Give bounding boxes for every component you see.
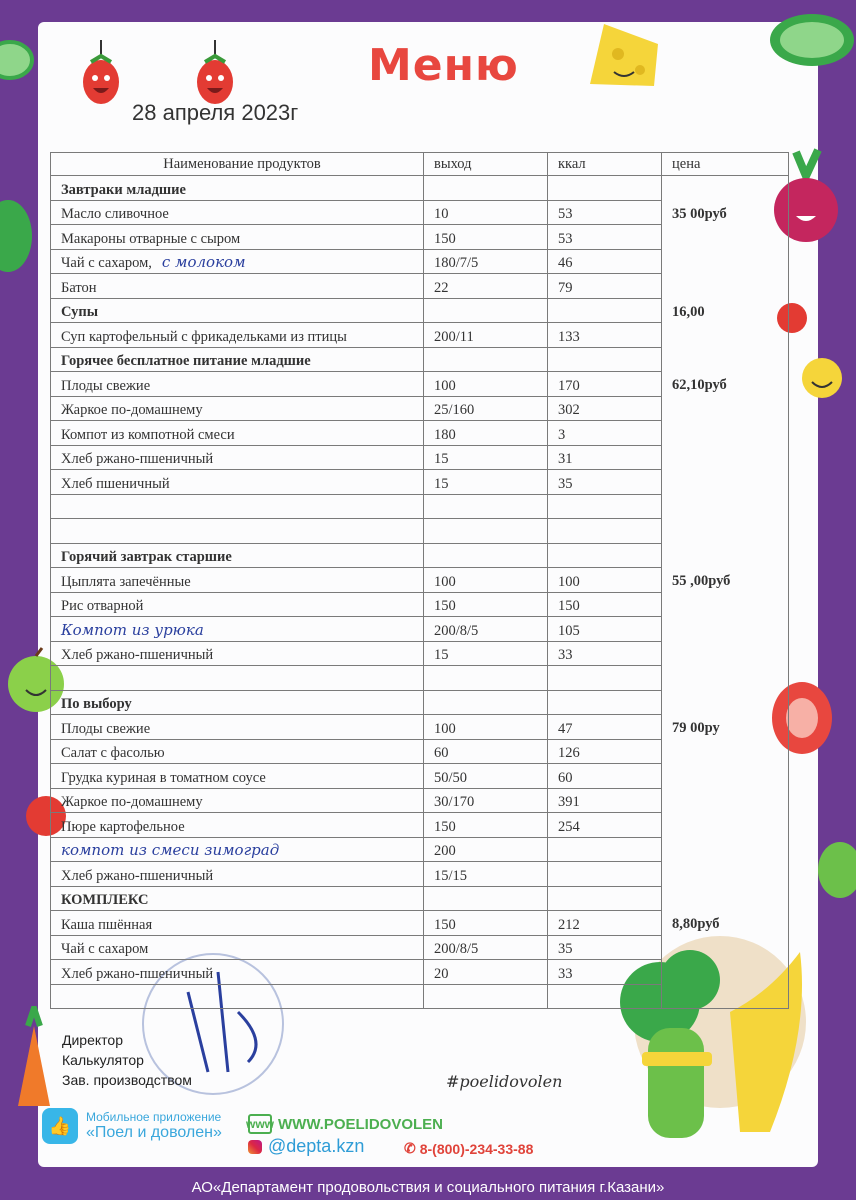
price-value: [662, 960, 789, 985]
table-row: [51, 862, 789, 887]
table-row: [51, 788, 789, 813]
section-row: [51, 690, 789, 715]
portion-value: [424, 690, 548, 715]
thumbs-up-icon: 👍: [42, 1108, 78, 1144]
leaf-right-icon: [806, 840, 856, 900]
kcal-value: [548, 984, 662, 1009]
portion-value: 180/7/5: [424, 249, 548, 274]
table-row: [51, 935, 789, 960]
table-row: [51, 225, 789, 250]
price-value: [662, 788, 789, 813]
price-value: [662, 617, 789, 642]
dish-name: [51, 911, 424, 936]
portion-value: [424, 494, 548, 519]
kcal-value: 46: [548, 249, 662, 274]
price-value: [662, 274, 789, 299]
price-value: [662, 739, 789, 764]
dish-name-text: Батон: [61, 279, 97, 296]
table-row: [51, 470, 789, 495]
dish-name-text: Плоды свежие: [61, 377, 151, 394]
price-value: [662, 176, 789, 201]
portion-value: 200: [424, 837, 548, 862]
price-value: [662, 837, 789, 862]
dish-name: [51, 372, 424, 397]
dish-name-text: Грудка куриная в томатном соусе: [61, 769, 266, 786]
dish-name-text: КОМПЛЕКС: [61, 892, 149, 908]
table-row: [51, 445, 789, 470]
price-value: 16,00: [662, 298, 789, 323]
portion-value: [424, 984, 548, 1009]
portion-value: [424, 347, 548, 372]
price-value: [662, 764, 789, 789]
table-row: [51, 715, 789, 740]
portion-value: 10: [424, 200, 548, 225]
portion-value: 15: [424, 641, 548, 666]
instagram-handle: @depta.kzn: [268, 1136, 365, 1156]
phone-link[interactable]: [404, 1140, 533, 1157]
dish-name-text: Салат с фасолью: [61, 745, 165, 761]
table-row: [51, 960, 789, 985]
kcal-value: 79: [548, 274, 662, 299]
price-value: [662, 421, 789, 446]
handwritten-note: Компот из урюка: [61, 620, 204, 639]
price-value: [662, 862, 789, 887]
dish-name: [51, 470, 424, 495]
lemon-smiley-icon: [800, 356, 846, 402]
dish-name-text: Плоды свежие: [61, 720, 151, 737]
handwritten-note: с молоком: [161, 253, 246, 271]
table-row: [51, 274, 789, 299]
dish-name-text: Хлеб ржано-пшеничный: [61, 867, 214, 884]
dish-name: [51, 568, 424, 593]
portion-value: [424, 519, 548, 544]
kcal-value: 254: [548, 813, 662, 838]
dish-name-text: Горячий завтрак старшие: [61, 549, 232, 565]
table-row: [51, 421, 789, 446]
dish-name: [51, 225, 424, 250]
kcal-value: [548, 347, 662, 372]
portion-value: 150: [424, 592, 548, 617]
mobile-app-promo[interactable]: [42, 1108, 222, 1144]
tomato-mascot-left-icon: [76, 40, 126, 120]
kcal-value: 391: [548, 788, 662, 813]
dish-name: [51, 323, 424, 348]
kcal-value: 53: [548, 200, 662, 225]
table-row: [51, 396, 789, 421]
price-value: [662, 445, 789, 470]
portion-value: 200/8/5: [424, 935, 548, 960]
kcal-value: 35: [548, 470, 662, 495]
director-label: Директор: [62, 1032, 123, 1048]
portion-value: 150: [424, 911, 548, 936]
website-text: WWW.POELIDOVOLEN: [278, 1115, 443, 1133]
price-value: 55 ,00руб: [662, 568, 789, 593]
dish-name-text: Чай с сахаром,: [61, 255, 152, 271]
table-row: [51, 494, 789, 519]
portion-value: [424, 298, 548, 323]
dish-name-text: Цыплята запечённые: [61, 573, 191, 590]
phone-number: 8-(800)-234-33-88: [419, 1140, 534, 1157]
table-row: [51, 666, 789, 691]
website-link[interactable]: [248, 1114, 443, 1134]
organization-name: АО«Департамент продовольствия и социального питания г.Казани»: [191, 1179, 665, 1196]
portion-value: [424, 543, 548, 568]
table-row: [51, 764, 789, 789]
section-row: [51, 176, 789, 201]
signature-block: [62, 1030, 192, 1090]
table-row: [51, 617, 789, 642]
dish-name: [51, 445, 424, 470]
kcal-value: [548, 298, 662, 323]
dish-name-text: Хлеб пшеничный: [61, 475, 170, 492]
handwritten-note: компот из смеси зимоград: [61, 841, 280, 859]
section-row: [51, 347, 789, 372]
dish-name: [51, 617, 424, 642]
portion-value: 15: [424, 445, 548, 470]
price-value: [662, 470, 789, 495]
table-row: [51, 372, 789, 397]
dish-name: [51, 837, 424, 862]
dish-name-text: Завтраки младшие: [61, 181, 186, 198]
kcal-value: [548, 862, 662, 887]
dish-name-text: Суп картофельный с фрикадельками из птицы: [61, 328, 347, 345]
kcal-value: 212: [548, 911, 662, 936]
price-value: [662, 813, 789, 838]
column-header-price: цена: [662, 153, 789, 176]
kcal-value: 126: [548, 739, 662, 764]
column-header-kcal: ккал: [548, 153, 662, 176]
dish-name: [51, 592, 424, 617]
column-header-output: выход: [424, 153, 548, 176]
kcal-value: 47: [548, 715, 662, 740]
portion-value: 150: [424, 225, 548, 250]
dish-name: [51, 274, 424, 299]
price-value: [662, 641, 789, 666]
dish-name-text: Компот из компотной смеси: [61, 426, 235, 443]
section-title: [51, 543, 424, 568]
portion-value: [424, 666, 548, 691]
table-row: [51, 249, 789, 274]
table-row: [51, 519, 789, 544]
table-row: [51, 592, 789, 617]
kcal-value: 100: [548, 568, 662, 593]
dish-name-text: Пюре картофельное: [61, 818, 185, 835]
dish-name: [51, 421, 424, 446]
dish-name: [51, 494, 424, 519]
kcal-value: 3: [548, 421, 662, 446]
table-row: [51, 200, 789, 225]
table-row: [51, 568, 789, 593]
dish-name-text: Рис отварной: [61, 598, 144, 614]
price-value: [662, 690, 789, 715]
dish-name-text: Супы: [61, 304, 99, 320]
menu-date: 28 апреля 2023г: [132, 100, 299, 125]
price-value: [662, 396, 789, 421]
portion-value: 15/15: [424, 862, 548, 887]
kcal-value: 170: [548, 372, 662, 397]
dish-name: [51, 935, 424, 960]
portion-value: 20: [424, 960, 548, 985]
price-value: [662, 592, 789, 617]
price-value: [662, 323, 789, 348]
table-row: [51, 837, 789, 862]
kcal-value: 35: [548, 935, 662, 960]
price-value: [662, 494, 789, 519]
dish-name-text: Масло сливочное: [61, 206, 169, 222]
kcal-value: [548, 494, 662, 519]
kcal-value: [548, 837, 662, 862]
portion-value: 200/11: [424, 323, 548, 348]
browser-icon: www: [248, 1114, 272, 1134]
table-row: [51, 739, 789, 764]
dish-name-text: Хлеб ржано-пшеничный: [61, 647, 214, 663]
portion-value: [424, 886, 548, 911]
dish-name-text: Каша пшённая: [61, 916, 153, 933]
dish-name-text: Жаркое по-домашнему: [61, 794, 203, 810]
price-value: [662, 225, 789, 250]
portion-value: 180: [424, 421, 548, 446]
kcal-value: 31: [548, 445, 662, 470]
price-value: 62,10руб: [662, 372, 789, 397]
dish-name: [51, 788, 424, 813]
portion-value: 150: [424, 813, 548, 838]
dish-name: [51, 715, 424, 740]
dish-name: [51, 960, 424, 985]
app-name: «Поел и доволен»: [86, 1124, 222, 1141]
portion-value: 22: [424, 274, 548, 299]
dish-name-text: Хлеб ржано-пшеничный: [61, 965, 214, 982]
leaf-left-icon: [0, 196, 34, 276]
section-title: [51, 298, 424, 323]
price-value: [662, 935, 789, 960]
dish-name: [51, 249, 424, 274]
kcal-value: [548, 519, 662, 544]
portion-value: 60: [424, 739, 548, 764]
kcal-value: 133: [548, 323, 662, 348]
price-value: [662, 984, 789, 1009]
price-value: [662, 666, 789, 691]
dish-name: [51, 764, 424, 789]
section-title: [51, 690, 424, 715]
kcal-value: 302: [548, 396, 662, 421]
page-title: Меню: [368, 40, 519, 91]
section-title: [51, 347, 424, 372]
dish-name: [51, 984, 424, 1009]
dish-name: [51, 641, 424, 666]
portion-value: 100: [424, 372, 548, 397]
portion-value: 30/170: [424, 788, 548, 813]
portion-value: [424, 176, 548, 201]
section-row: [51, 886, 789, 911]
dish-name: [51, 519, 424, 544]
instagram-link[interactable]: [248, 1136, 364, 1157]
portion-value: 50/50: [424, 764, 548, 789]
dish-name-text: По выбору: [61, 696, 132, 712]
dish-name: [51, 666, 424, 691]
kcal-value: [548, 543, 662, 568]
portion-value: 15: [424, 470, 548, 495]
portion-value: 100: [424, 715, 548, 740]
dish-name: [51, 862, 424, 887]
kcal-value: [548, 690, 662, 715]
portion-value: 200/8/5: [424, 617, 548, 642]
price-value: [662, 249, 789, 274]
kcal-value: 60: [548, 764, 662, 789]
section-title: [51, 176, 424, 201]
table-row: [51, 984, 789, 1009]
dish-name: [51, 396, 424, 421]
price-value: 8,80руб: [662, 911, 789, 936]
kcal-value: 105: [548, 617, 662, 642]
price-value: [662, 347, 789, 372]
section-title: [51, 886, 424, 911]
kcal-value: [548, 666, 662, 691]
table-row: [51, 813, 789, 838]
table-row: [51, 323, 789, 348]
price-value: [662, 886, 789, 911]
portion-value: 100: [424, 568, 548, 593]
instagram-icon: [248, 1140, 262, 1154]
table-row: [51, 911, 789, 936]
phone-icon: ✆: [404, 1140, 416, 1156]
price-value: [662, 519, 789, 544]
table-header-row: [51, 153, 789, 176]
production-head-label: Зав. производством: [62, 1072, 192, 1088]
dish-name: [51, 813, 424, 838]
dish-name-text: Горячее бесплатное питание младшие: [61, 353, 311, 369]
cheese-icon: [584, 14, 664, 94]
dish-name-text: Хлеб ржано-пшеничный: [61, 451, 214, 467]
price-value: [662, 543, 789, 568]
price-value: 79 00ру: [662, 715, 789, 740]
price-value: 35 00руб: [662, 200, 789, 225]
dish-name-text: Жаркое по-домашнему: [61, 402, 203, 418]
kcal-value: 33: [548, 960, 662, 985]
kcal-value: [548, 886, 662, 911]
app-caption: Мобильное приложение: [86, 1110, 222, 1124]
kcal-value: 53: [548, 225, 662, 250]
section-row: [51, 543, 789, 568]
portion-value: 25/160: [424, 396, 548, 421]
cucumber-slice-icon: [766, 10, 856, 70]
column-header-name: Наименование продуктов: [51, 153, 424, 176]
kcal-value: 33: [548, 641, 662, 666]
table-row: [51, 641, 789, 666]
dish-name: [51, 739, 424, 764]
calculator-label: Калькулятор: [62, 1052, 144, 1068]
hashtag-text: #poelidovolen: [446, 1072, 563, 1091]
kcal-value: 150: [548, 592, 662, 617]
section-row: [51, 298, 789, 323]
menu-table: [50, 152, 789, 1009]
dish-name-text: Чай с сахаром: [61, 941, 149, 957]
cucumber-slice-left-icon: [0, 40, 34, 80]
dish-name-text: Макароны отварные с сыром: [61, 230, 241, 247]
dish-name: [51, 200, 424, 225]
kcal-value: [548, 176, 662, 201]
